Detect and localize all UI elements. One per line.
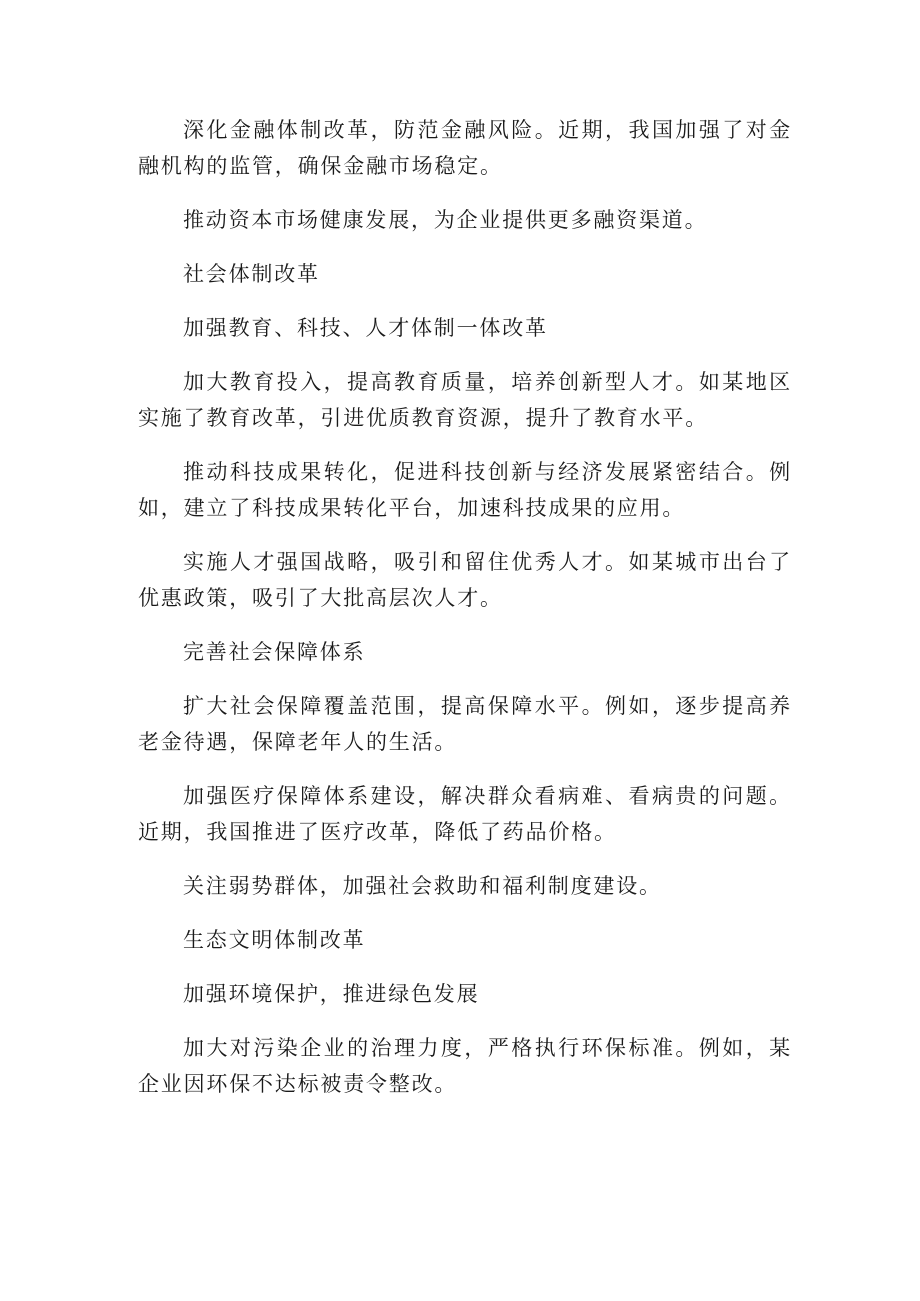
heading-ecological-reform: 生态文明体制改革	[183, 928, 366, 952]
paragraph-tech-transfer: 推动科技成果转化，促进科技创新与经济发展紧密结合。例如，建立了科技成果转化平台，加速科技成果的应用。	[138, 460, 792, 520]
heading-social-security: 完善社会保障体系	[183, 640, 366, 664]
paragraph-capital-market: 推动资本市场健康发展，为企业提供更多融资渠道。	[183, 208, 708, 232]
paragraph-education-investment: 加大教育投入，提高教育质量，培养创新型人才。如某地区实施了教育改革，引进优质教育资源，提升了教育水平。	[138, 370, 792, 430]
paragraph-pollution-control: 加大对污染企业的治理力度，严格执行环保标准。例如，某企业因环保不达标被责令整改。	[138, 1036, 792, 1096]
heading-education-science-talent: 加强教育、科技、人才体制一体改革	[183, 316, 548, 340]
paragraph-talent-strategy: 实施人才强国战略，吸引和留住优秀人才。如某城市出台了优惠政策，吸引了大批高层次人才。	[138, 550, 792, 610]
heading-environment-protection: 加强环境保护，推进绿色发展	[183, 982, 480, 1006]
paragraph-security-coverage: 扩大社会保障覆盖范围，提高保障水平。例如，逐步提高养老金待遇，保障老年人的生活。	[138, 694, 792, 754]
document-body	[138, 112, 792, 1120]
paragraph-vulnerable-groups: 关注弱势群体，加强社会救助和福利制度建设。	[183, 874, 662, 898]
paragraph-medical-security: 加强医疗保障体系建设，解决群众看病难、看病贵的问题。近期，我国推进了医疗改革，降低了药品价格。	[138, 784, 792, 844]
heading-social-reform: 社会体制改革	[183, 262, 320, 286]
paragraph-finance-reform: 深化金融体制改革，防范金融风险。近期，我国加强了对金融机构的监管，确保金融市场稳定。	[138, 118, 792, 178]
